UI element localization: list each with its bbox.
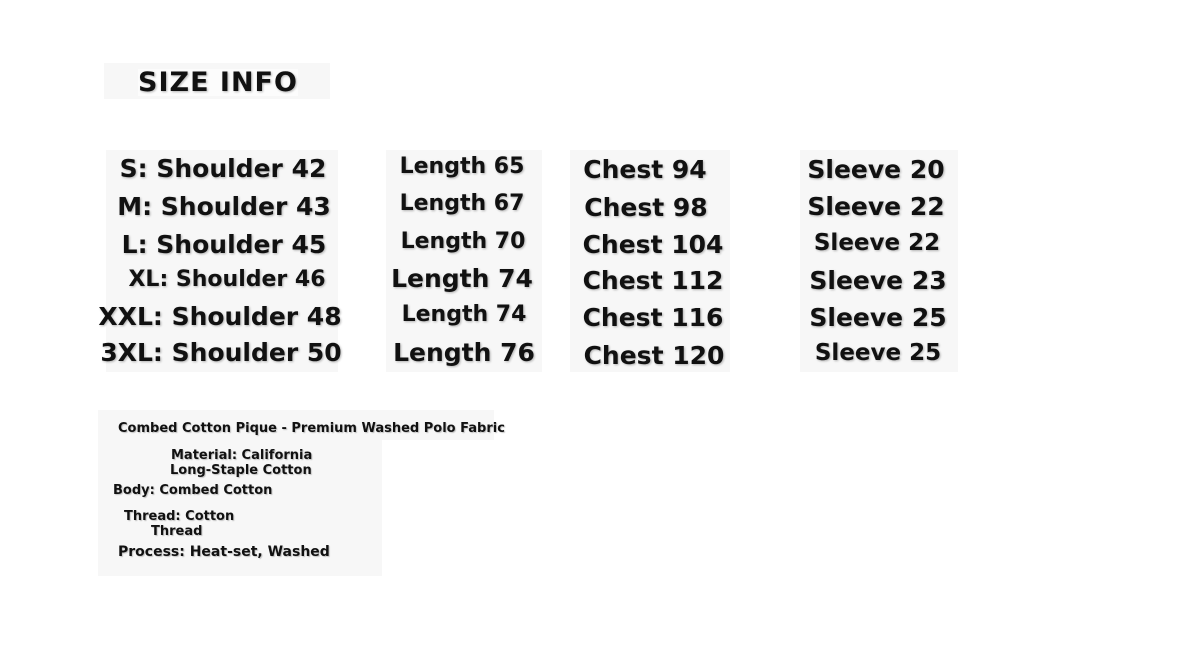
size-m-shoulder: M: Shoulder 43 [117,192,331,221]
thread-line-2: Thread [151,524,203,539]
fabric-heading: Combed Cotton Pique - Premium Washed Polo Fabric [118,421,505,436]
size-xxl-length: Length 74 [401,302,527,327]
size-m-chest: Chest 98 [584,193,708,222]
size-xxl-chest: Chest 116 [582,303,724,332]
process-line: Process: Heat-set, Washed [118,544,330,560]
body-line: Body: Combed Cotton [113,483,273,498]
size-l-length: Length 70 [400,229,526,254]
size-3xl-chest: Chest 120 [583,341,725,370]
size-xl-chest: Chest 112 [582,266,724,295]
material-line-1: Material: California [171,448,313,463]
size-l-sleeve: Sleeve 22 [813,230,941,256]
size-m-sleeve: Sleeve 22 [807,192,945,221]
size-m-length: Length 67 [399,191,525,216]
size-table [100,150,980,375]
size-l-chest: Chest 104 [582,230,724,259]
size-xxl-sleeve: Sleeve 25 [809,303,947,332]
size-s-length: Length 65 [399,154,525,179]
size-s-sleeve: Sleeve 20 [807,155,945,184]
size-3xl-sleeve: Sleeve 25 [814,340,942,366]
thread-line-1: Thread: Cotton [124,509,235,524]
page-title: SIZE INFO [138,67,298,98]
size-3xl-length: Length 76 [393,338,535,367]
material-line-2: Long-Staple Cotton [170,463,312,478]
size-xxl-shoulder: XXL: Shoulder 48 [98,302,342,331]
size-s-chest: Chest 94 [583,155,707,184]
size-xl-shoulder: XL: Shoulder 46 [128,267,326,292]
size-3xl-shoulder: 3XL: Shoulder 50 [100,338,342,367]
size-s-shoulder: S: Shoulder 42 [119,154,327,183]
size-xl-sleeve: Sleeve 23 [809,266,947,295]
size-l-shoulder: L: Shoulder 45 [121,230,327,259]
size-xl-length: Length 74 [391,264,533,293]
